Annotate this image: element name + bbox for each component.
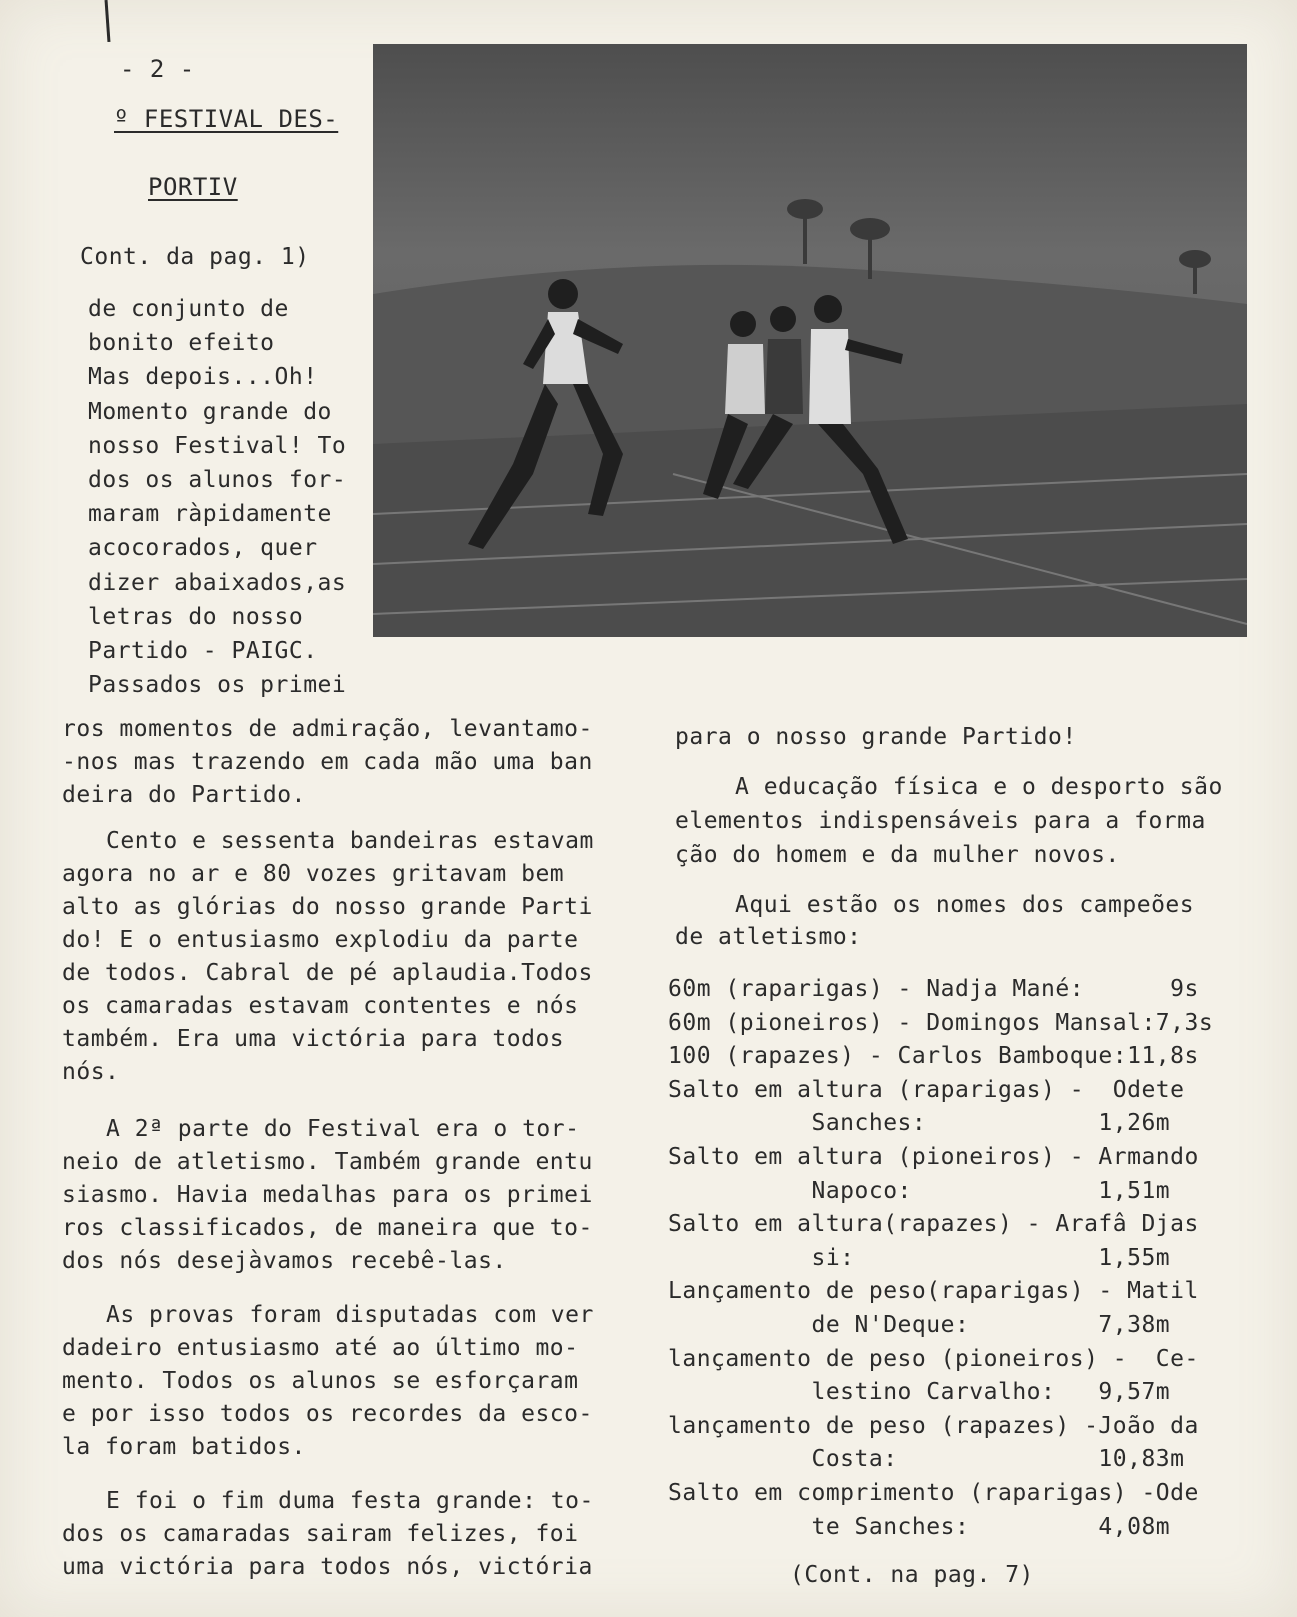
text-line: dos os camaradas sairam felizes, foi <box>62 1521 579 1547</box>
text-line: ros momentos de admiração, levantamo- <box>62 716 593 742</box>
continued-from-note: Cont. da pag. 1) <box>80 244 310 270</box>
text-line: os camaradas estavam contentes e nós <box>62 993 579 1019</box>
text-line: Sanches: 1,26m <box>668 1110 1171 1137</box>
continued-to-note: (Cont. na pag. 7) <box>790 1562 1034 1588</box>
text-line: te Sanches: 4,08m <box>668 1513 1171 1540</box>
text-line: maram ràpidamente <box>88 501 332 528</box>
text-line: Cento e sessenta bandeiras estavam <box>106 828 594 854</box>
text-line: Aqui estão os nomes dos campeões <box>735 892 1195 918</box>
text-line: Passados os primei <box>88 672 347 699</box>
text-line: Napoco: 1,51m <box>668 1177 1171 1204</box>
text-line: si: 1,55m <box>668 1244 1171 1271</box>
text-line: nós. <box>62 1059 120 1085</box>
text-line: elementos indispensáveis para a forma <box>675 808 1206 834</box>
text-line: letras do nosso <box>88 603 304 630</box>
text-line: lançamento de peso (pioneiros) - Ce- <box>668 1345 1199 1372</box>
text-line: neio de atletismo. Também grande entu <box>62 1149 593 1175</box>
text-line: do! E o entusiasmo explodiu da parte <box>62 927 579 953</box>
text-line: Salto em altura (pioneiros) - Armando <box>668 1144 1199 1170</box>
text-line: bonito efeito <box>88 330 275 357</box>
text-line: mento. Todos os alunos se esforçaram <box>62 1368 579 1394</box>
page-number: - 2 - <box>120 55 195 83</box>
text-line: Lançamento de peso(raparigas) - Matil <box>668 1278 1199 1305</box>
text-line: alto as glórias do nosso grande Parti <box>62 894 593 920</box>
text-line: Salto em comprimento (raparigas) -Ode <box>668 1480 1199 1506</box>
text-line: e por isso todos os recordes da esco- <box>62 1401 593 1427</box>
text-line: la foram batidos. <box>62 1434 306 1460</box>
text-line: uma victória para todos nós, victória <box>62 1554 593 1580</box>
sprinters-photo <box>373 44 1247 637</box>
text-line: Salto em altura (raparigas) - Odete <box>668 1076 1185 1103</box>
text-line: 60m (pioneiros) - Domingos Mansal:7,3s <box>668 1009 1214 1036</box>
text-line: deira do Partido. <box>62 782 306 808</box>
text-line: Costa: 10,83m <box>668 1446 1185 1473</box>
text-line: 100 (rapazes) - Carlos Bamboque:11,8s <box>668 1043 1199 1070</box>
article-title-line-2: PORTIV <box>148 173 238 201</box>
text-line: -nos mas trazendo em cada mão uma ban <box>62 749 593 775</box>
text-line: também. Era uma victória para todos <box>62 1026 565 1052</box>
text-line: dos os alunos for- <box>88 467 347 493</box>
text-line: Momento grande do <box>88 398 332 425</box>
text-line: Partido - PAIGC. <box>88 638 318 664</box>
text-line: dizer abaixados,as <box>88 569 347 596</box>
text-line: acocorados, quer <box>88 535 318 562</box>
text-line: As provas foram disputadas com ver <box>106 1302 594 1328</box>
text-line: de N'Deque: 7,38m <box>668 1312 1171 1338</box>
text-line: A 2ª parte do Festival era o tor- <box>106 1116 580 1142</box>
text-line: A educação física e o desporto são <box>735 774 1223 800</box>
text-line: dadeiro entusiasmo até ao último mo- <box>62 1335 579 1361</box>
text-line: siasmo. Havia medalhas para os primei <box>62 1182 593 1208</box>
text-line: ros classificados, de maneira que to- <box>62 1215 593 1241</box>
text-line: de atletismo: <box>675 924 862 950</box>
text-line: Salto em altura(rapazes) - Arafâ Djas <box>668 1211 1199 1238</box>
text-line: E foi o fim duma festa grande: to- <box>106 1488 594 1514</box>
text-line: 60m (raparigas) - Nadja Mané: 9s <box>668 976 1199 1002</box>
text-line: dos nós desejàvamos recebê-las. <box>62 1248 507 1274</box>
text-line: de conjunto de <box>88 296 289 322</box>
right-column-first-line: para o nosso grande Partido! <box>675 724 1077 750</box>
article-title-line-1: º FESTIVAL DES- <box>114 105 339 133</box>
text-line: Mas depois...Oh! <box>88 364 318 391</box>
text-line: ção do homem e da mulher novos. <box>675 842 1120 868</box>
text-line: agora no ar e 80 vozes gritavam bem <box>62 861 565 887</box>
text-line: de todos. Cabral de pé aplaudia.Todos <box>62 960 593 986</box>
text-line: lestino Carvalho: 9,57m <box>668 1379 1171 1406</box>
ink-scratch <box>105 0 111 42</box>
text-line: lançamento de peso (rapazes) -João da <box>668 1412 1199 1439</box>
text-line: nosso Festival! To <box>88 432 347 459</box>
